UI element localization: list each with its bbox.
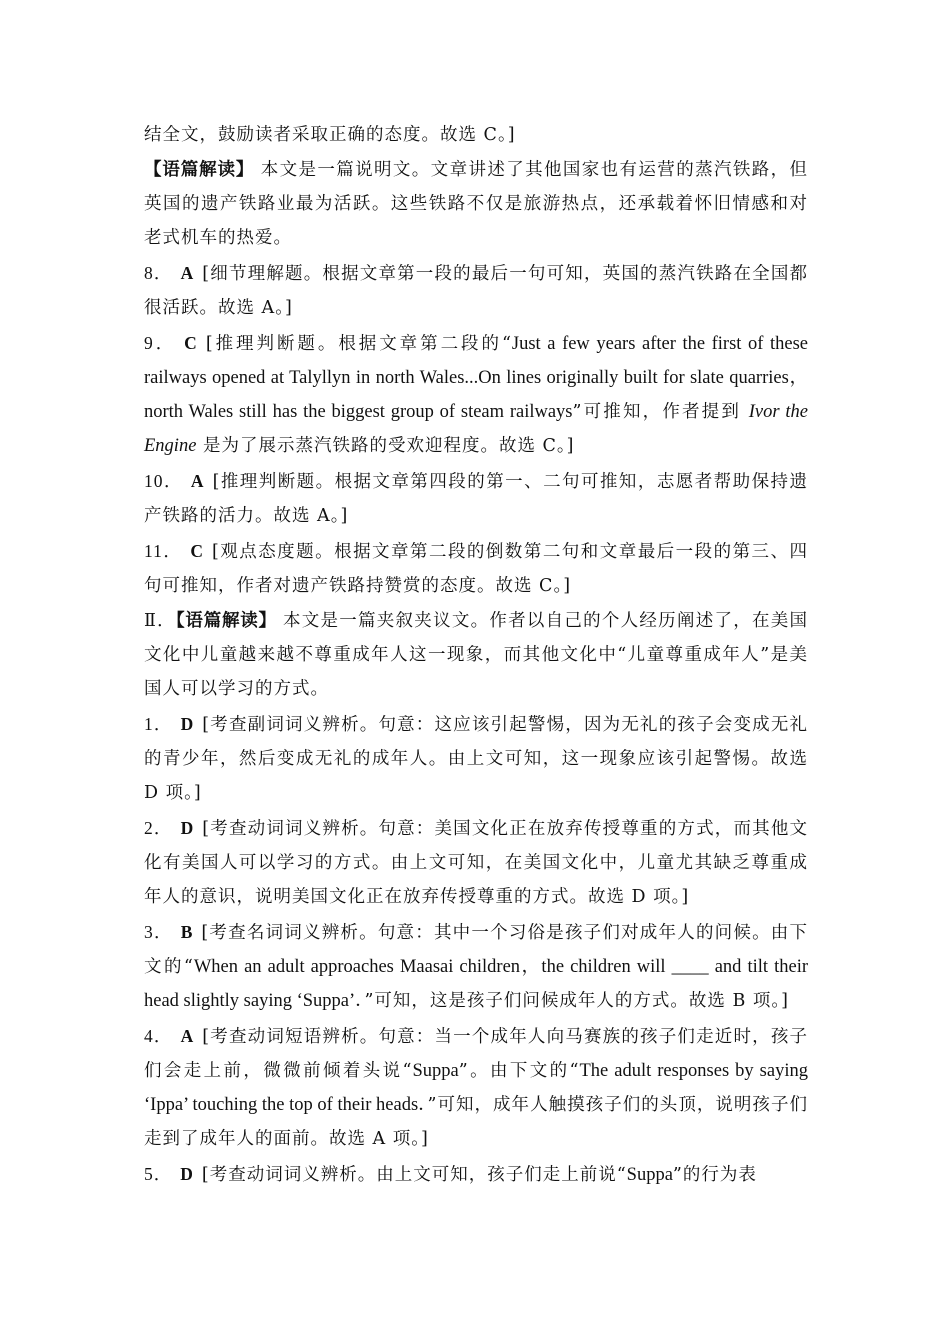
explanation-text: [考查名词词义辨析。句意：其中一个习俗是孩子们对成年人的问候。由下文的“ [144, 923, 809, 977]
item-number: 11． [144, 541, 183, 561]
item-number: 9． [144, 333, 177, 353]
passage-summary-1 [144, 153, 808, 255]
answer-item-4 [144, 1019, 808, 1156]
explanation-text: ”的行为表 [672, 1165, 757, 1185]
book-title: Ivor the Engine [144, 402, 808, 456]
answer-item-8 [144, 256, 808, 325]
answer-letter: A [180, 1026, 195, 1046]
document-page [144, 118, 808, 1193]
answer-item-10 [144, 464, 808, 533]
item-number: 1． [144, 714, 173, 734]
explanation-text: [考查动词词义辨析。句意：美国文化正在放弃传授尊重的方式，而其他文化有美国人可以学习的方式。由上文可知，在美国文化中，儿童尤其缺乏尊重成年人的意识，说明美国文化正在放弃传授尊重的方式。故选 D 项。] [144, 819, 809, 907]
explanation-text: [考查动词短语辨析。句意：当一个成年人向马赛族的孩子们走近时，孩子们会走上前，微微前倾着头说“ [144, 1027, 809, 1081]
passage-summary-2 [144, 604, 808, 706]
answer-letter: C [184, 333, 198, 353]
section-tag: 【语篇解读】 [144, 160, 255, 180]
answer-letter: C [190, 541, 204, 561]
answer-item-11 [144, 534, 808, 603]
english-quote: When an adult approaches Maasai children，the children will ____ and tilt their head slightly saying ‘Suppa’． [144, 957, 809, 1011]
english-quote: Just a few years after the first of these railways opened at Talyllyn in north Wales...On lines originally built for slate quarries，north Wales still has the biggest group of steam railways [144, 334, 809, 422]
explanation-text: [细节理解题。根据文章第一段的最后一句可知，英国的蒸汽铁路在全国都很活跃。故选 A。] [144, 264, 809, 318]
item-number: 8． [144, 263, 173, 283]
explanation-text: [考查动词词义辨析。由上文可知，孩子们走上前说“ [201, 1165, 627, 1185]
summary-text: 本文是一篇夹叙夹议文。作者以自己的个人经历阐述了，在美国文化中儿童越来越不尊重成年人这一现象，而其他文化中“儿童尊重成年人”是美国人可以学习的方式。 [144, 611, 808, 699]
explanation-text: [观点态度题。根据文章第二段的倒数第二句和文章最后一段的第三、四句可推知，作者对遗产铁路持赞赏的态度。故选 C。] [144, 542, 809, 596]
paragraph-text: 结全文，鼓励读者采取正确的态度。故选 C。] [144, 125, 516, 145]
english-word: Suppa [626, 1165, 673, 1185]
explanation-text: ”。由下文的“ [458, 1061, 580, 1081]
answer-item-5 [144, 1157, 808, 1192]
explanation-text: ”可知，这是孩子们问候成年人的方式。故选 B 项。] [364, 991, 789, 1011]
summary-text: 本文是一篇说明文。文章讲述了其他国家也有运营的蒸汽铁路，但英国的遗产铁路业最为活跃。这些铁路不仅是旅游热点，还承载着怀旧情感和对老式机车的热爱。 [144, 160, 809, 248]
item-number: 5． [144, 1164, 173, 1184]
english-quote: The adult responses by saying ‘Ippa’ touching the top of their heads． [144, 1061, 808, 1115]
paragraph-continuation [144, 118, 808, 152]
english-word: Suppa [412, 1061, 459, 1081]
item-number: 3． [144, 922, 173, 942]
explanation-text: ”可知，成年人触摸孩子们的头顶，说明孩子们走到了成年人的面前。故选 A 项。] [144, 1095, 808, 1149]
explanation-text: [推理判断题。根据文章第四段的第一、二句可推知，志愿者帮助保持遗产铁路的活力。故选 A。] [144, 472, 809, 526]
section-number: Ⅱ． [144, 611, 176, 631]
explanation-text: 是为了展示蒸汽铁路的受欢迎程度。故选 C。] [196, 436, 575, 456]
answer-letter: D [180, 818, 195, 838]
item-number: 4． [144, 1026, 173, 1046]
answer-item-3 [144, 915, 808, 1018]
item-number: 2． [144, 818, 173, 838]
explanation-text: [考查副词词义辨析。句意：这应该引起警惕，因为无礼的孩子会变成无礼的青少年，然后变成无礼的成年人。由上文可知，这一现象应该引起警惕。故选 D 项。] [144, 715, 809, 803]
answer-letter: B [180, 922, 194, 942]
section-tag: 【语篇解读】 [175, 611, 277, 631]
answer-letter: A [180, 263, 195, 283]
answer-letter: D [180, 1164, 194, 1184]
answer-item-1 [144, 707, 808, 810]
answer-letter: D [180, 714, 195, 734]
answer-letter: A [190, 471, 205, 491]
explanation-text: ”可推知，作者提到 [572, 402, 749, 422]
answer-item-2 [144, 811, 808, 914]
answer-item-9 [144, 326, 808, 463]
item-number: 10． [144, 471, 183, 491]
explanation-text: [推理判断题。根据文章第二段的“ [205, 334, 512, 354]
